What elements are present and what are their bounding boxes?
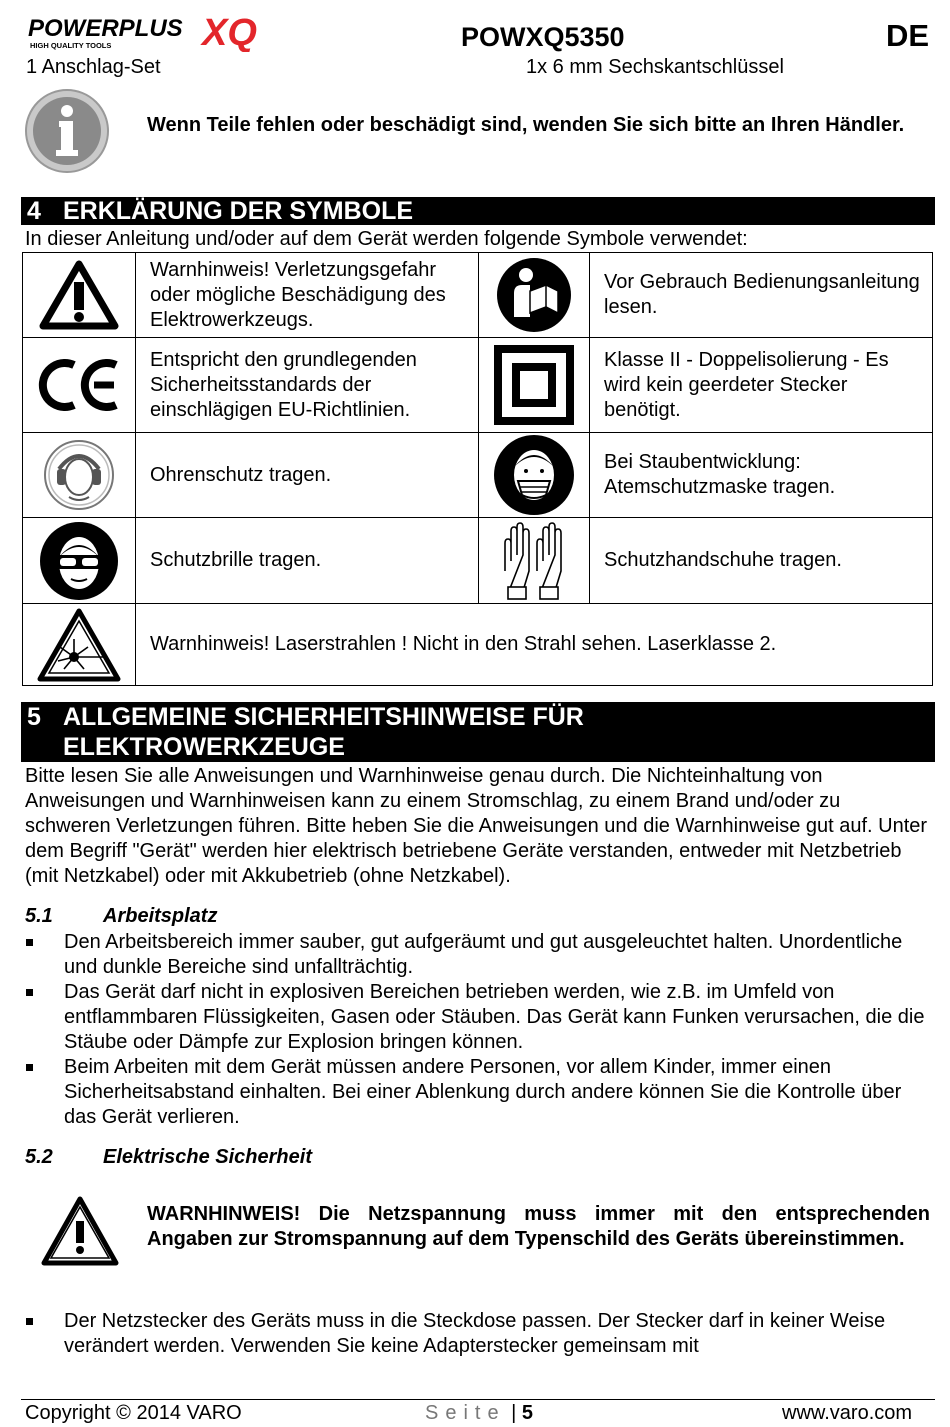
list-item-text: Beim Arbeiten mit dem Gerät müssen andere Personen, vor allem Kinder, immer einen Sicherheitsabstand einhalten. Bei einer Ablenkung durch andere können Sie die Kontrolle über das Gerät verlieren. <box>64 1056 902 1128</box>
manual-symbol-text: Vor Gebrauch Bedienungsanleitung lesen. <box>590 253 933 338</box>
goggles-symbol-cell <box>23 518 136 604</box>
safety-gloves-icon <box>499 521 569 601</box>
footer-page-number: 5 <box>521 1402 534 1424</box>
section-4-intro: In dieser Anleitung und/oder auf dem Gerät werden folgende Symbole verwendet: <box>25 228 748 250</box>
warning-symbol-text: Warnhinweis! Verletzungsgefahr oder mögliche Beschädigung des Elektrowerkzeugs. <box>136 253 479 338</box>
ear-symbol-text: Ohrenschutz tragen. <box>136 433 479 518</box>
subsection-5-2-title: Elektrische Sicherheit <box>103 1146 312 1168</box>
safety-goggles-icon <box>39 521 119 601</box>
read-manual-icon <box>496 257 572 333</box>
section-5-heading <box>21 702 935 762</box>
info-icon <box>24 88 110 179</box>
warning-symbol-cell <box>23 253 136 338</box>
language-code: DE <box>886 18 930 53</box>
list-item <box>26 1309 934 1359</box>
ce-mark-icon <box>36 357 122 413</box>
ear-symbol-cell <box>23 433 136 518</box>
info-note-text: Wenn Teile fehlen oder beschädigt sind, wenden Sie sich bitte an Ihren Händler. <box>147 114 905 136</box>
section-5-title-line1: ALLGEMEINE SICHERHEITSHINWEISE FÜR <box>63 703 584 731</box>
warning-triangle-icon <box>39 260 119 330</box>
parts-list-right: 1x 6 mm Sechskantschlüssel <box>526 56 784 78</box>
parts-list-left: 1 Anschlag-Set <box>26 56 161 78</box>
powerplus-logo <box>26 12 286 52</box>
subsection-5-2-heading <box>25 1146 425 1171</box>
symbols-row <box>23 604 933 686</box>
subsection-5-2-number: 5.2 <box>25 1146 53 1168</box>
symbols-row <box>23 433 933 518</box>
subsection-5-2-bullets <box>26 1309 934 1359</box>
gloves-symbol-text: Schutzhandschuhe tragen. <box>590 518 933 604</box>
section-4-heading <box>21 197 935 225</box>
model-number: POWXQ5350 <box>461 22 625 52</box>
list-item-text: Das Gerät darf nicht in explosiven Bereichen betrieben werden, wie z.B. im Umfeld von entflammbaren Flüssigkeiten, Gasen oder Stäuben. Das Gerät kann Funken verursachen, die die Stäube oder Dämpfe zur Explosion bringen können. <box>64 981 925 1053</box>
logo-tagline: HIGH QUALITY TOOLS <box>30 41 112 50</box>
class2-symbol-cell <box>479 338 590 433</box>
class2-symbol-text: Klasse II - Doppelisolierung - Es wird kein geerdeter Stecker benötigt. <box>590 338 933 433</box>
ce-symbol-cell <box>23 338 136 433</box>
list-item <box>26 1055 934 1130</box>
list-item <box>26 980 934 1055</box>
logo-suffix: XQ <box>202 12 257 52</box>
gloves-symbol-cell <box>479 518 590 604</box>
list-item-text: Den Arbeitsbereich immer sauber, gut aufgeräumt und gut ausgeleuchtet halten. Unordentliche und dunkle Bereiche sind unfallträchtig. <box>64 931 903 978</box>
section-5-title-line2: ELEKTROWERKZEUGE <box>63 733 345 761</box>
footer-copyright: Copyright © 2014 VARO <box>25 1402 242 1424</box>
bullet-icon <box>26 989 33 996</box>
dust-mask-icon <box>492 433 576 517</box>
footer-page-separator: | <box>511 1402 517 1424</box>
footer-page-label: Seite <box>425 1402 506 1424</box>
manual-symbol-cell <box>479 253 590 338</box>
bullet-icon <box>26 939 33 946</box>
double-insulation-icon <box>494 345 574 425</box>
symbols-row <box>23 253 933 338</box>
list-item-text: Der Netzstecker des Geräts muss in die Steckdose passen. Der Stecker darf in keiner Weise verändert werden. Verwenden Sie keine Adapterstecker gemeinsam mit <box>64 1310 886 1357</box>
section-5-intro: Bitte lesen Sie alle Anweisungen und Warnhinweise genau durch. Die Nichteinhaltung von Anweisungen und Warnhinweisen kann zu einem Stromschlag, zu einem Brand und/oder zu schweren Verletzungen führen. Bitte heben Sie die Anweisungen und die Warnhinweise gut auf. Unter dem Begriff "Gerät" werden hier elektrisch betriebene Geräte verstanden, entweder mit Netzbetrieb (mit Netzkabel) oder mit Akkubetrieb (ohne Netzkabel). <box>25 765 928 887</box>
mask-symbol-text: Bei Staubentwicklung: Atemschutzmaske tragen. <box>590 433 933 518</box>
goggles-symbol-text: Schutzbrille tragen. <box>136 518 479 604</box>
electrical-warning-text: WARNHINWEIS! Die Netzspannung muss immer mit den entsprechenden Angaben zur Stromspannung auf dem Typenschild des Geräts übereinstimmen. <box>147 1203 930 1250</box>
footer-page <box>425 1402 533 1425</box>
logo-brand: POWERPLUS <box>28 15 183 42</box>
bullet-icon <box>26 1318 33 1325</box>
subsection-5-1-title: Arbeitsplatz <box>103 905 218 927</box>
section-4-title: ERKLÄRUNG DER SYMBOLE <box>63 197 414 225</box>
subsection-5-1-heading <box>25 905 425 930</box>
electrical-warning-icon <box>40 1195 120 1272</box>
bullet-icon <box>26 1064 33 1071</box>
section-4-number: 4 <box>27 197 41 225</box>
list-item <box>26 930 934 980</box>
symbols-row <box>23 518 933 604</box>
section-5-number: 5 <box>27 703 41 731</box>
mask-symbol-cell <box>479 433 590 518</box>
laser-warning-icon <box>36 607 122 683</box>
footer-website: www.varo.com <box>782 1402 913 1424</box>
symbols-row <box>23 338 933 433</box>
laser-symbol-text: Warnhinweis! Laserstrahlen ! Nicht in den Strahl sehen. Laserklasse 2. <box>136 604 933 686</box>
ear-protection-icon <box>43 439 115 511</box>
laser-symbol-cell <box>23 604 136 686</box>
subsection-5-1-bullets <box>26 930 934 1130</box>
symbols-table <box>22 252 933 686</box>
ce-symbol-text: Entspricht den grundlegenden Sicherheitsstandards der einschlägigen EU-Richtlinien. <box>136 338 479 433</box>
footer-divider <box>21 1399 935 1400</box>
subsection-5-1-number: 5.1 <box>25 905 53 927</box>
